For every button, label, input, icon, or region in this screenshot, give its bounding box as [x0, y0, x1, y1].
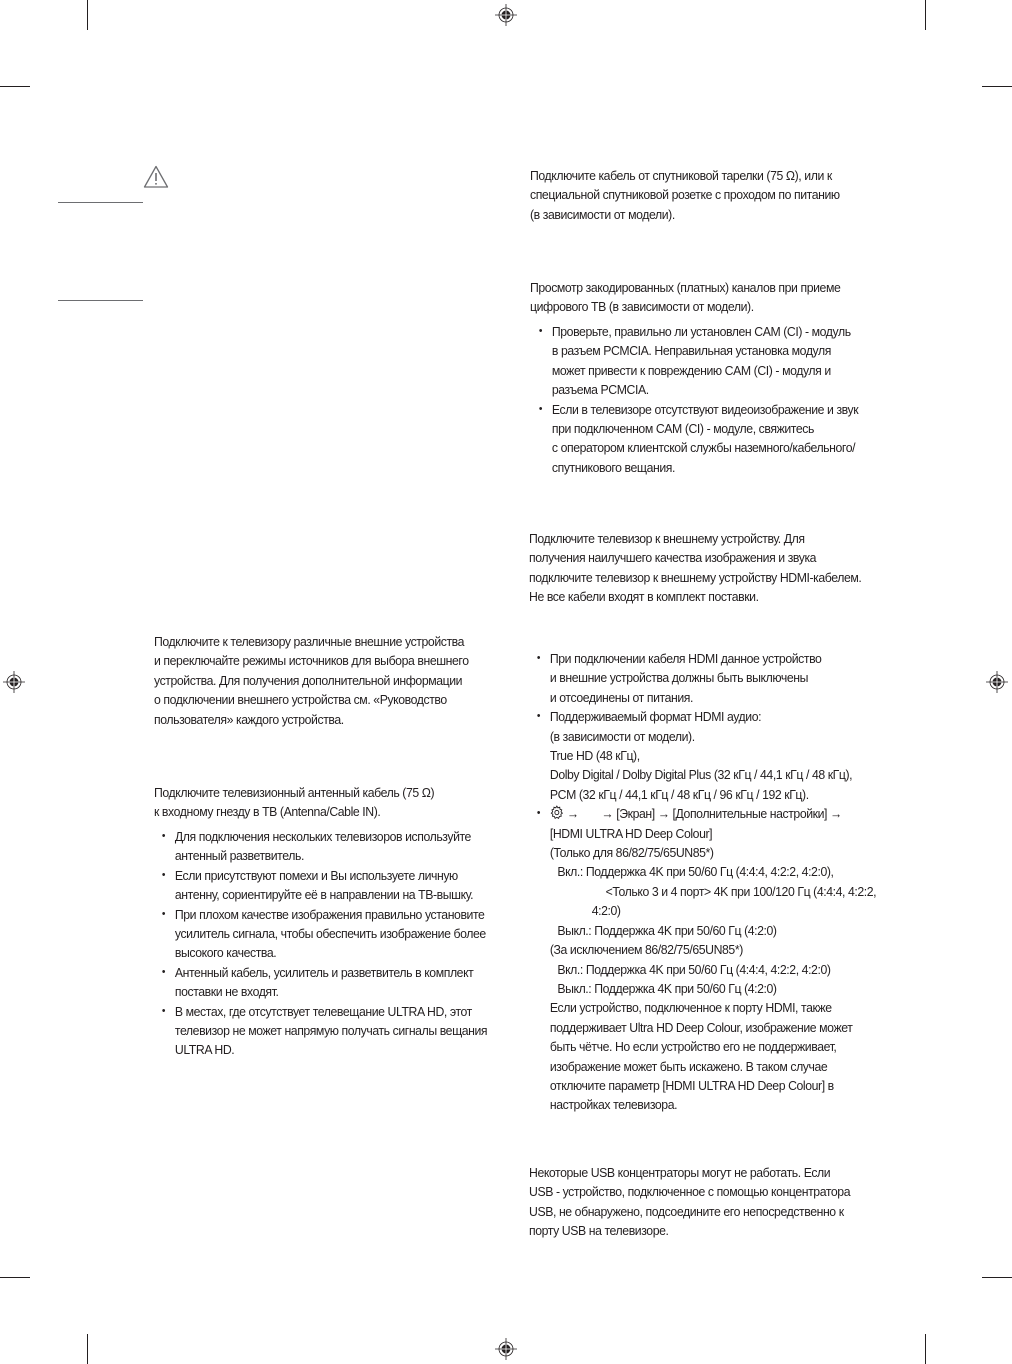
text-line: настройках телевизора.: [549, 1097, 678, 1113]
crop-mark-top-left: [87, 0, 88, 30]
text-line: Не все кабели входят в комплект поставки.: [529, 589, 759, 605]
cam-paragraph: [530, 278, 840, 317]
registration-mark-icon: [3, 671, 25, 693]
text-line: устройства. Для получения дополнительной информации: [154, 672, 463, 688]
text-line: телевизор не может напрямую получать сигналы вещания: [174, 1023, 488, 1039]
crop-mark-left-bottom: [0, 1277, 30, 1278]
port-note-text: 4:2:0): [591, 903, 621, 919]
list-item: [160, 1002, 487, 1060]
text-line: и внешние устройства должны быть выключены: [549, 670, 808, 686]
text-line: спутникового вещания.: [551, 459, 675, 475]
port-note-text: <Только 3 и 4 порт> 4K при 100/120 Гц (4:4:4, 4:2:2,: [605, 883, 877, 899]
text-line: USB - устройство, подключенное с помощью концентратора: [529, 1184, 851, 1200]
list-item: [537, 322, 858, 400]
text-line: изображение может быть искажено. В таком случае: [549, 1058, 828, 1074]
text-line: к входному гнезду в ТВ (Antenna/Cable IN).: [154, 804, 381, 820]
text-line: специальной спутниковой розетке с проходом по питанию: [530, 187, 840, 203]
text-line: Просмотр закодированных (платных) каналов при приеме: [530, 280, 841, 295]
text-line: отключите параметр [HDMI ULTRA HD Deep Colour] в: [549, 1077, 834, 1093]
text-line: • Если присутствуют помехи и Вы используете личную: [174, 867, 458, 883]
text-line: при подключенном CAM (CI) - модуле, свяжитесь: [551, 421, 814, 437]
text-line: • Поддерживаемый формат HDMI аудио:: [549, 709, 762, 725]
text-line: Подключите кабель от спутниковой тарелки (75 Ω), или к: [530, 168, 832, 183]
menu-path-text: → [Экран] → [Дополнительные настройки] →: [601, 806, 842, 822]
model-group-title: (За исключением 86/82/75/65UN85*): [549, 942, 743, 958]
option-off-text: Выкл.: Поддержка 4K при 50/60 Гц (4:2:0): [557, 922, 777, 938]
usb-paragraph: [529, 1163, 850, 1241]
text-line: антенну, сориентируйте её в направлении на ТВ-вышку.: [174, 887, 474, 903]
crop-mark-right-bottom: [982, 1277, 1012, 1278]
text-line: с оператором клиентской службы наземного/кабельного/: [551, 440, 856, 456]
option-name: [HDMI ULTRA HD Deep Colour]: [549, 825, 713, 841]
text-line: • Антенный кабель, усилитель и разветвитель в комплект: [174, 964, 474, 980]
hdmi-paragraph: [529, 529, 861, 607]
text-line: Некоторые USB концентраторы могут не работать. Если: [529, 1165, 831, 1180]
settings-path: [550, 804, 876, 823]
text-line: быть чётче. Но если устройство его не поддерживает,: [549, 1039, 837, 1055]
option-on-text: Вкл.: Поддержка 4K при 50/60 Гц (4:4:4, 4:2:2, 4:2:0): [557, 961, 831, 977]
text-line: Dolby Digital / Dolby Digital Plus (32 кГц / 44,1 кГц / 48 кГц),: [549, 767, 853, 783]
crop-mark-left-top: [0, 86, 30, 87]
list-item: [535, 804, 876, 1115]
text-line: цифрового ТВ (в зависимости от модели).: [530, 299, 754, 315]
satellite-paragraph: [530, 166, 840, 224]
list-item: [160, 827, 487, 866]
antenna-bullet-list: [160, 827, 487, 1060]
text-line: Если устройство, подключенное к порту HDMI, также: [549, 1000, 832, 1016]
text-line: True HD (48 кГц),: [549, 748, 640, 764]
text-line: • Проверьте, правильно ли установлен CAM (CI) - модуль: [551, 324, 851, 339]
text-line: разъема PCMCIA.: [551, 382, 649, 398]
registration-mark-icon: [495, 1338, 517, 1360]
text-line: может привести к повреждению CAM (CI) - модуля и: [551, 362, 831, 378]
antenna-paragraph: [154, 783, 434, 822]
option-on-text: Вкл.: Поддержка 4K при 50/60 Гц (4:4:4, 4:2:2, 4:2:0),: [557, 864, 834, 880]
text-line: Подключите телевизионный антенный кабель (75 Ω): [154, 785, 435, 800]
gear-icon: [550, 805, 564, 820]
text-line: подключите телевизор к внешнему устройству HDMI-кабелем.: [529, 569, 862, 585]
text-line: (в зависимости от модели).: [530, 206, 675, 222]
model-group-title: (Только для 86/82/75/65UN85*): [549, 845, 714, 861]
hdmi-bullet-list: [535, 649, 876, 1115]
text-line: Подключите к телевизору различные внешние устройства: [154, 634, 465, 649]
text-line: поддерживает Ultra HD Deep Colour, изображение может: [549, 1019, 853, 1035]
margin-rule-bottom: [58, 300, 143, 301]
text-line: и отсоединены от питания.: [549, 689, 693, 705]
text-line: • Для подключения нескольких телевизоров используйте: [174, 829, 471, 844]
text-line: • Если в телевизоре отсутствуют видеоизображение и звук: [551, 401, 859, 417]
text-line: в разъем PCMCIA. Неправильная установка модуля: [551, 343, 831, 359]
text-line: USB, не обнаружено, подсоедините его непосредственно к: [529, 1203, 844, 1219]
arrow-text: →: [566, 806, 579, 822]
list-item: [535, 649, 876, 707]
registration-mark-icon: [495, 4, 517, 26]
text-line: PCM (32 кГц / 44,1 кГц / 48 кГц / 96 кГц / 192 кГц).: [549, 786, 809, 802]
text-line: пользователя» каждого устройства.: [154, 711, 344, 727]
text-line: и переключайте режимы источников для выбора внешнего: [154, 653, 469, 669]
list-item: [535, 707, 876, 804]
list-item: [160, 866, 487, 905]
list-item: [160, 963, 487, 1002]
text-line: усилитель сигнала, чтобы обеспечить изображение более: [174, 926, 486, 942]
list-item: [537, 400, 858, 478]
warning-triangle-icon: [143, 165, 169, 189]
list-item: [160, 905, 487, 963]
text-line: о подключении внешнего устройства см. «Руководство: [154, 692, 447, 708]
crop-mark-top-right: [925, 0, 926, 30]
text-line: Подключите телевизор к внешнему устройству. Для: [529, 531, 805, 546]
crop-mark-bottom-right: [925, 1334, 926, 1364]
text-line: • При подключении кабеля HDMI данное устройство: [549, 651, 822, 666]
text-line: порту USB на телевизоре.: [529, 1223, 669, 1239]
text-line: поставки не входят.: [174, 984, 279, 1000]
text-line: ULTRA HD.: [174, 1042, 235, 1058]
text-line: • В местах, где отсутствует телевещание ULTRA HD, этот: [174, 1003, 472, 1019]
cam-bullet-list: [537, 322, 858, 477]
text-line: получения наилучшего качества изображения и звука: [529, 550, 817, 566]
text-line: высокого качества.: [174, 945, 277, 961]
text-line: (в зависимости от модели).: [549, 728, 695, 744]
margin-rule-top: [58, 202, 143, 203]
crop-mark-bottom-left: [87, 1334, 88, 1364]
text-line: антенный разветвитель.: [174, 848, 304, 864]
option-off-text: Выкл.: Поддержка 4K при 50/60 Гц (4:2:0): [557, 980, 777, 996]
text-line: • При плохом качестве изображения правильно установите: [174, 906, 485, 922]
external-devices-paragraph: [154, 632, 469, 729]
registration-mark-icon: [986, 671, 1008, 693]
crop-mark-right-top: [982, 86, 1012, 87]
